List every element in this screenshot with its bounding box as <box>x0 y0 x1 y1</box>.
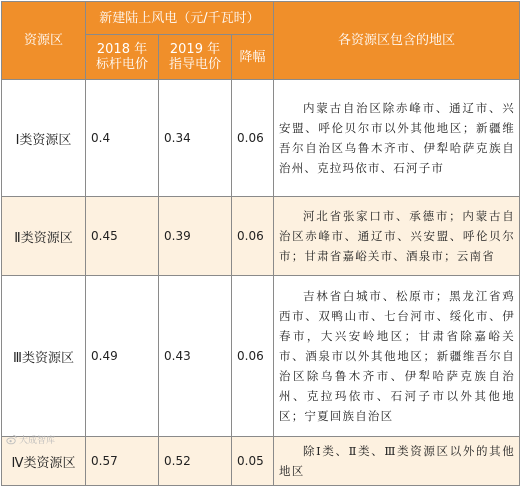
watermark-text: 大成智库 <box>19 436 56 446</box>
price-2018: 0.45 <box>86 197 159 276</box>
table-row <box>2 276 520 437</box>
resource-class: Ⅲ类资源区 <box>2 276 86 437</box>
areas-text: 吉林省白城市、松原市；黑龙江省鸡西市、双鸭山市、七台河市、绥化市、伊春市，大兴安岭地区；甘肃省除嘉峪关市、酒泉市以外其他地区；新疆维吾尔自治区除乌鲁木齐市、伊犁哈萨克族自治州、克拉玛依市、石河子市以外其他地区；宁夏回族自治区 <box>274 276 520 437</box>
price-2018: 0.49 <box>86 276 159 437</box>
header-row-1 <box>2 2 520 35</box>
resource-class: Ⅳ类资源区 <box>2 437 86 486</box>
price-2018: 0.57 <box>86 437 159 486</box>
areas-text: 除Ⅰ类、Ⅱ类、Ⅲ类资源区以外的其他地区 <box>274 437 520 486</box>
header-2019-price: 2019 年 指导电价 <box>159 35 232 80</box>
resource-class: Ⅱ类资源区 <box>2 197 86 276</box>
table-row <box>2 197 520 276</box>
header-areas: 各资源区包含的地区 <box>274 2 520 80</box>
price-2019: 0.52 <box>159 437 232 486</box>
header-drop: 降幅 <box>232 35 274 80</box>
header-2018-price: 2018 年 标杆电价 <box>86 35 159 80</box>
areas-text: 河北省张家口市、承德市；内蒙古自治区赤峰市、通辽市、兴安盟、呼伦贝尔市；甘肃省嘉峪关市、酒泉市；云南省 <box>274 197 520 276</box>
price-drop: 0.06 <box>232 276 274 437</box>
wind-price-table <box>1 1 520 486</box>
resource-class: Ⅰ类资源区 <box>2 80 86 197</box>
price-2019: 0.39 <box>159 197 232 276</box>
table-row <box>2 80 520 197</box>
price-2018: 0.4 <box>86 80 159 197</box>
price-drop: 0.06 <box>232 80 274 197</box>
weibo-logo-icon <box>6 434 17 445</box>
header-resource-area: 资源区 <box>2 2 86 80</box>
price-drop: 0.06 <box>232 197 274 276</box>
price-2019: 0.34 <box>159 80 232 197</box>
areas-text: 内蒙古自治区除赤峰市、通辽市、兴安盟、呼伦贝尔市以外其他地区；新疆维吾尔自治区乌鲁木齐市、伊犁哈萨克族自治州、克拉玛依市、石河子市 <box>274 80 520 197</box>
watermark <box>6 433 55 446</box>
header-price-group: 新建陆上风电（元/千瓦时） <box>86 2 274 35</box>
table-row <box>2 437 520 486</box>
price-drop: 0.05 <box>232 437 274 486</box>
price-2019: 0.43 <box>159 276 232 437</box>
